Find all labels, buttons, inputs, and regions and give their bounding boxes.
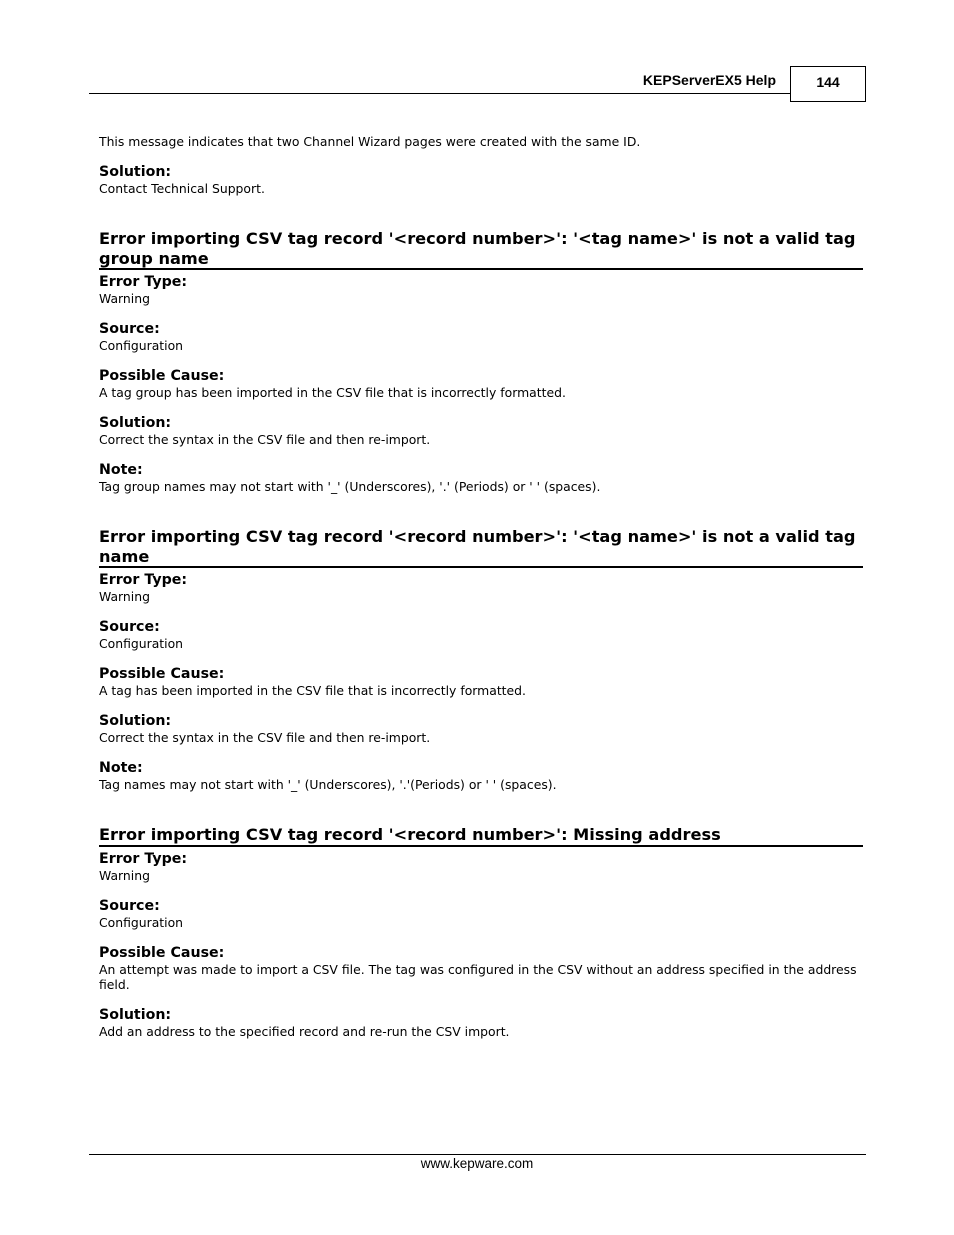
field-label: Error Type: bbox=[99, 572, 188, 588]
field-value: Configuration bbox=[99, 338, 184, 353]
page-content bbox=[99, 134, 863, 1039]
field-label: Error Type: bbox=[99, 274, 188, 290]
field-label: Source: bbox=[99, 619, 160, 635]
field-label: Solution: bbox=[99, 713, 172, 729]
field-value: A tag group has been imported in the CSV file that is incorrectly formatted. bbox=[99, 385, 566, 400]
field-label: Source: bbox=[99, 897, 160, 914]
field-label: Solution: bbox=[99, 415, 172, 431]
intro-text: This message indicates that two Channel Wizard pages were created with the same ID. bbox=[99, 134, 641, 149]
field-value: Correct the syntax in the CSV file and then re-import. bbox=[99, 730, 431, 745]
section-missing-address bbox=[99, 825, 863, 1039]
field-value: A tag has been imported in the CSV file that is incorrectly formatted. bbox=[99, 683, 526, 698]
page-number: 144 bbox=[790, 66, 866, 102]
field-value: Warning bbox=[99, 291, 150, 306]
footer-rule bbox=[89, 1154, 866, 1155]
field-label: Note: bbox=[99, 760, 143, 776]
header-rule bbox=[89, 93, 791, 94]
field-label: Error Type: bbox=[99, 850, 188, 867]
field-label: Possible Cause: bbox=[99, 944, 225, 961]
intro-solution-label: Solution: bbox=[99, 164, 172, 180]
field-label: Source: bbox=[99, 321, 160, 337]
page-header bbox=[89, 66, 866, 102]
field-value: Warning bbox=[99, 589, 150, 604]
field-value: Add an address to the specified record and re-run the CSV import. bbox=[99, 1023, 510, 1039]
intro-solution-text: Contact Technical Support. bbox=[99, 181, 265, 196]
field-label: Possible Cause: bbox=[99, 368, 225, 384]
section-invalid-tag-name bbox=[99, 527, 863, 792]
field-value: Tag names may not start with '_' (Underscores), '.'(Periods) or ' ' (spaces). bbox=[99, 777, 557, 792]
section-heading: Error importing CSV tag record '<record number>': '<tag name>' is not a valid tag group name bbox=[99, 229, 863, 270]
field-label: Note: bbox=[99, 462, 143, 478]
field-value: Configuration bbox=[99, 636, 184, 651]
field-value: Correct the syntax in the CSV file and then re-import. bbox=[99, 432, 431, 447]
field-label: Solution: bbox=[99, 1006, 172, 1023]
section-heading: Error importing CSV tag record '<record number>': Missing address bbox=[99, 825, 863, 847]
field-value: Tag group names may not start with '_' (Underscores), '.' (Periods) or ' ' (spaces). bbox=[99, 479, 601, 494]
header-title: KEPServerEX5 Help bbox=[642, 72, 776, 88]
field-label: Possible Cause: bbox=[99, 666, 225, 682]
footer-url[interactable]: www.kepware.com bbox=[420, 1156, 534, 1171]
section-invalid-tag-group-name bbox=[99, 229, 863, 494]
field-value: Configuration bbox=[99, 914, 184, 930]
section-heading: Error importing CSV tag record '<record number>': '<tag name>' is not a valid tag name bbox=[99, 527, 863, 568]
field-value: An attempt was made to import a CSV file. The tag was configured in the CSV without an address specified in the address field. bbox=[99, 961, 857, 992]
field-value: Warning bbox=[99, 867, 150, 883]
